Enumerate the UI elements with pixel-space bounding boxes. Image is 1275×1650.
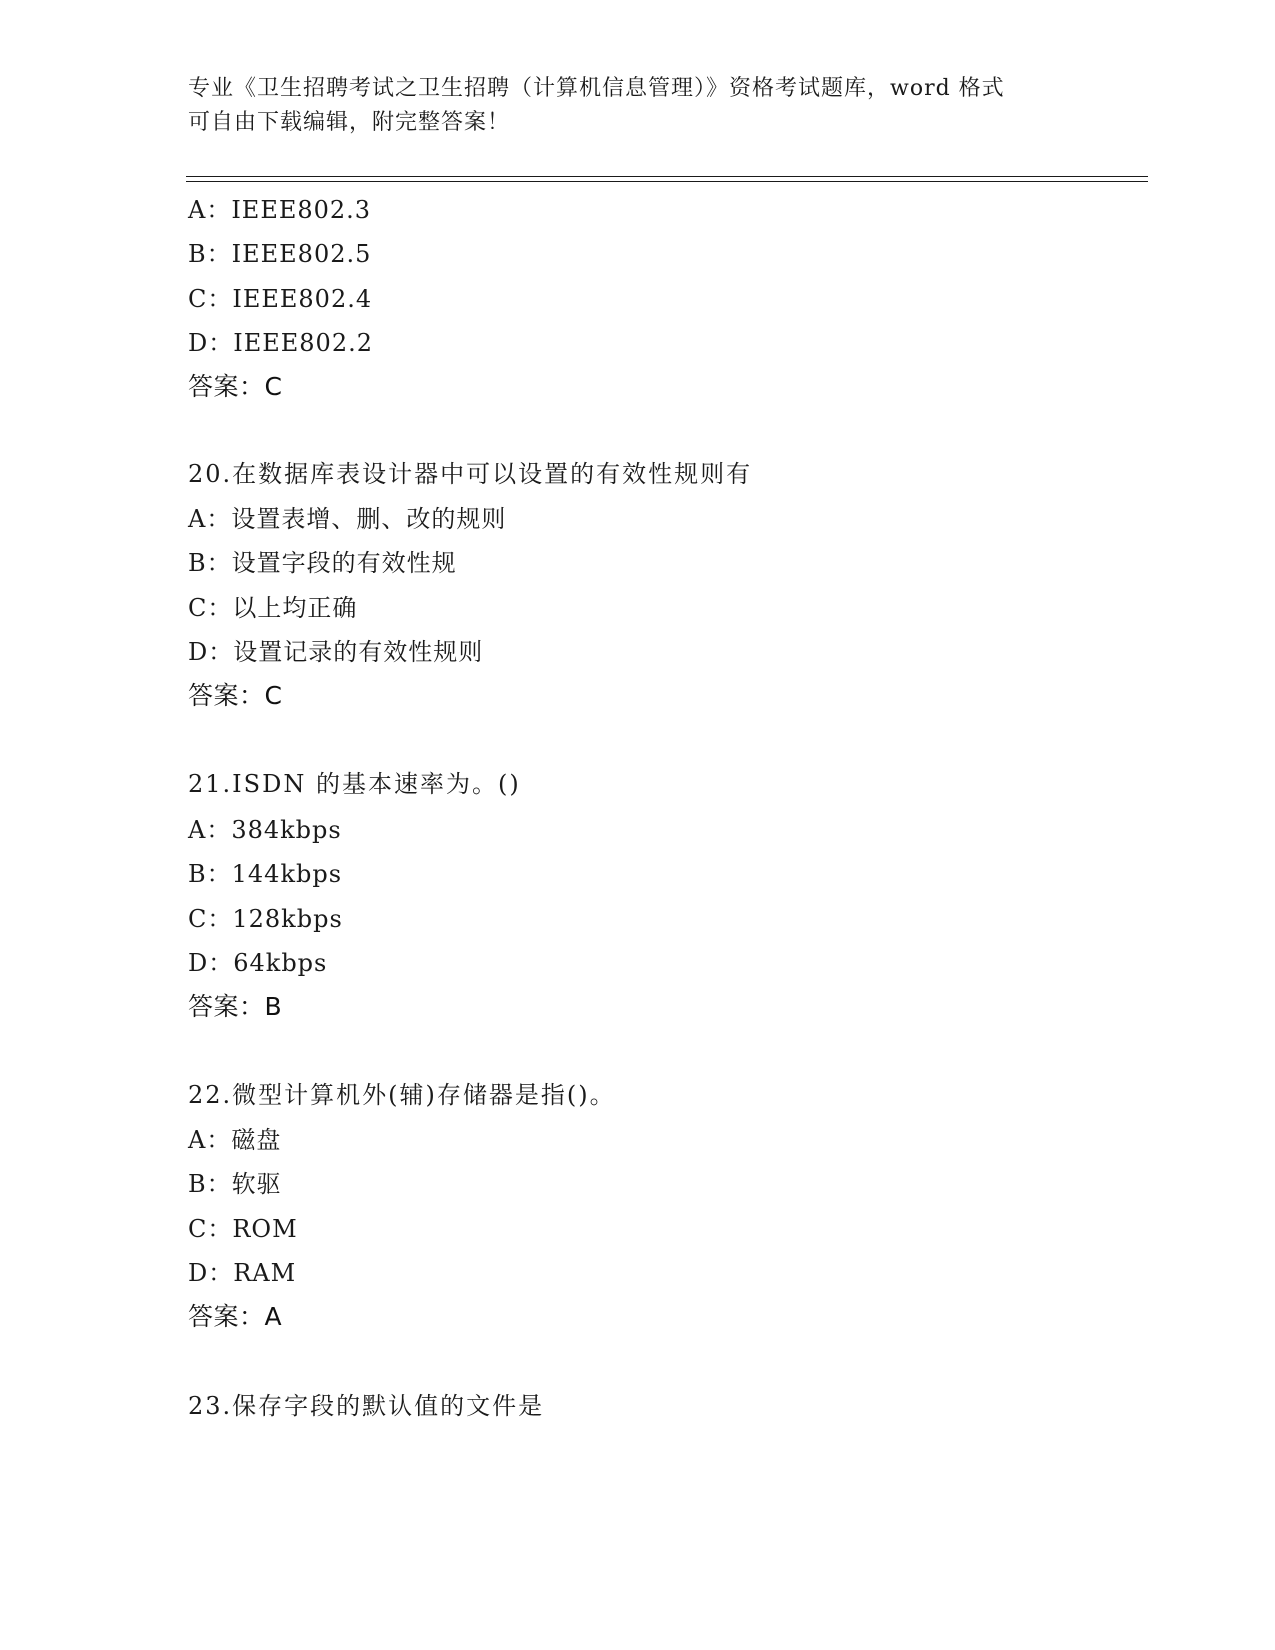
q21-option-a: A：384kbps — [188, 816, 342, 844]
q19-option-c: C：IEEE802.4 — [188, 285, 373, 313]
q21-option-b: B：144kbps — [188, 860, 343, 888]
q21-stem: 21.ISDN 的基本速率为。() — [188, 770, 521, 798]
q20-stem: 20.在数据库表设计器中可以设置的有效性规则有 — [188, 460, 753, 488]
q19-option-b: B：IEEE802.5 — [188, 240, 372, 268]
q23-stem: 23.保存字段的默认值的文件是 — [188, 1392, 545, 1420]
q20-option-a: A：设置表增、删、改的规则 — [188, 505, 507, 533]
q22-option-d: D：RAM — [188, 1259, 297, 1287]
q21-option-d: D：64kbps — [188, 949, 328, 977]
q22-option-c: C：ROM — [188, 1215, 298, 1243]
q22-answer: 答案：A — [188, 1302, 283, 1331]
header-line-1: 专业《卫生招聘考试之卫生招聘（计算机信息管理）》资格考试题库，word 格式 — [188, 76, 1005, 101]
q19-option-a: A：IEEE802.3 — [188, 196, 372, 224]
q21-option-c: C：128kbps — [188, 905, 343, 933]
q21-answer: 答案：B — [188, 992, 283, 1021]
header-line-2: 可自由下载编辑，附完整答案！ — [188, 110, 511, 135]
document-header — [188, 72, 1068, 140]
q20-option-b: B：设置字段的有效性规 — [188, 549, 457, 577]
q22-stem: 22.微型计算机外(辅)存储器是指()。 — [188, 1081, 616, 1109]
q20-answer: 答案：C — [188, 681, 283, 710]
header-divider-bottom — [186, 181, 1148, 182]
q19-option-d: D：IEEE802.2 — [188, 329, 373, 357]
q19-answer: 答案：C — [188, 372, 283, 401]
q22-option-a: A：磁盘 — [188, 1126, 282, 1154]
q20-option-d: D：设置记录的有效性规则 — [188, 638, 484, 666]
header-divider-top — [186, 176, 1148, 177]
q20-option-c: C：以上均正确 — [188, 594, 358, 622]
q22-option-b: B：软驱 — [188, 1170, 282, 1198]
